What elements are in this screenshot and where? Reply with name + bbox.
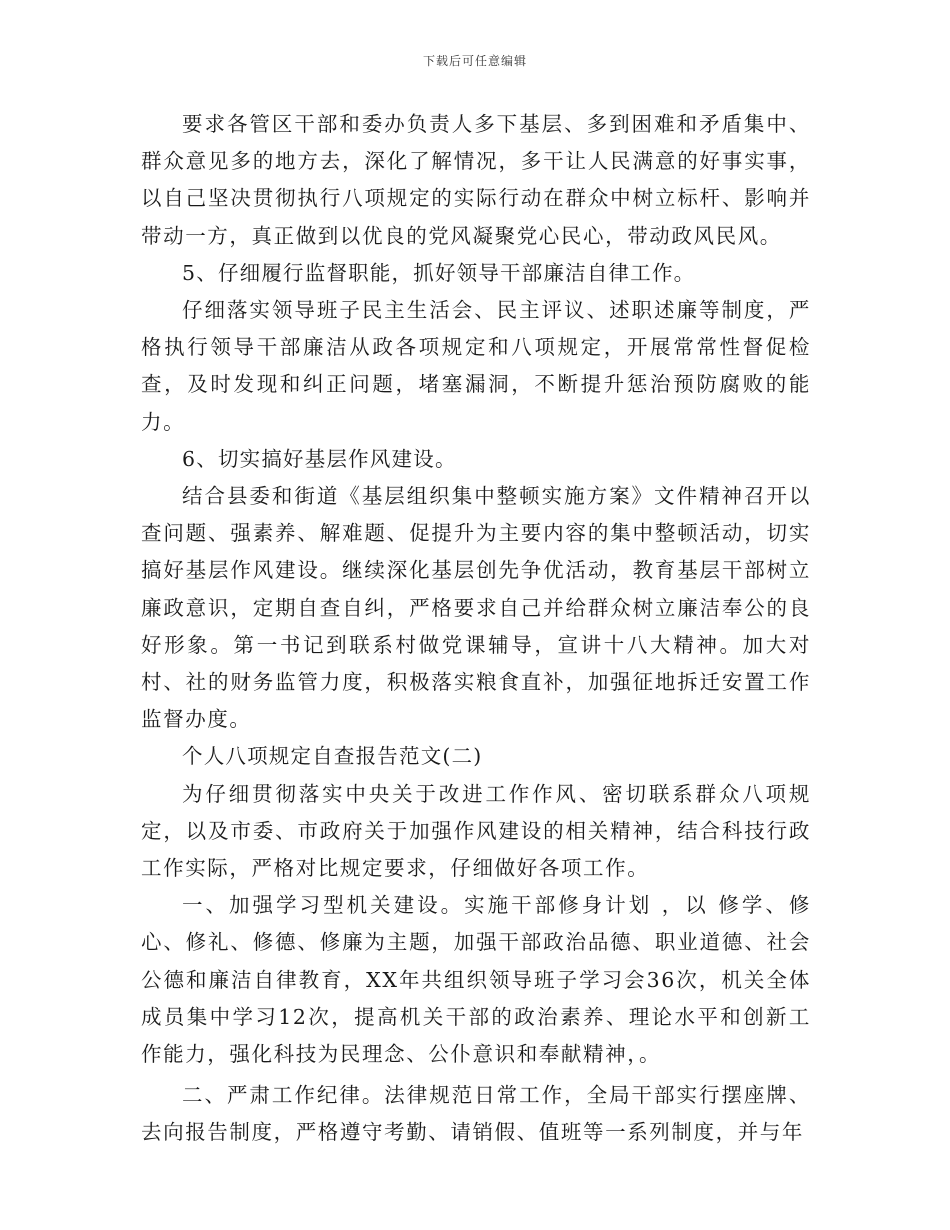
section-heading-supervision: 5、仔细履行监督职能，抓好领导干部廉洁自律工作。 [182, 260, 696, 285]
document-body [141, 106, 811, 1152]
paragraph-grassroots: 结合县委和街道《基层组织集中整顿实施方案》文件精神召开以查问题、强素养、解难题、促提升为主要内容的集中整顿活动，切实搞好基层作风建设。继续深化基层创先争优活动，教育基层干部树立廉政意识，定期自查自纠，严格要求自己并给群众树立廉洁奉公的良好形象。第一书记到联系村做党课辅导，宣讲十八大精神。加大对村、社的财务监管力度，积极落实粮食直补，加强征地拆迁安置工作监督办度。 [141, 484, 811, 732]
paragraph-supervision: 仔细落实领导班子民主生活会、民主评议、述职述廉等制度，严格执行领导干部廉洁从政各项规定和八项规定，开展常常性督促检查，及时发现和纠正问题，堵塞漏洞，不断提升惩治预防腐败的能力。 [141, 298, 811, 434]
page-header-note: 下载后可任意编辑 [422, 54, 527, 68]
paragraph-work-requirements: 要求各管区干部和委办负责人多下基层、多到困难和矛盾集中、群众意见多的地方去，深化了解情况，多干让人民满意的好事实事，以自己坚决贯彻执行八项规定的实际行动在群众中树立标杆、影响并带动一方，真正做到以优良的党风凝聚党心民心，带动政风民风。 [141, 112, 811, 248]
document-title-report-two: 个人八项规定自查报告范文(二) [182, 744, 483, 769]
paragraph-learning-organization: 一、加强学习型机关建设。实施干部修身计划 ，以 修学、修心、修礼、修德、修廉为主题，加强干部政治品德、职业道德、社会公德和廉洁自律教育，XX年共组织领导班子学习会36次，机关全体成员集中学习12次，提高机关干部的政治素养、理论水平和创新工作能力，强化科技为民理念、公仆意识和奉献精神，。 [141, 893, 811, 1067]
paragraph-work-discipline: 二、严肃工作纪律。法律规范日常工作，全局干部实行摆座牌、去向报告制度，严格遵守考勤、请销假、值班等一系列制度，并与年 [141, 1083, 811, 1145]
paragraph-report-intro: 为仔细贯彻落实中央关于改进工作作风、密切联系群众八项规定，以及市委、市政府关于加强作风建设的相关精神，结合科技行政工作实际，严格对比规定要求，仔细做好各项工作。 [141, 781, 811, 881]
section-heading-grassroots: 6、切实搞好基层作风建设。 [182, 446, 457, 471]
